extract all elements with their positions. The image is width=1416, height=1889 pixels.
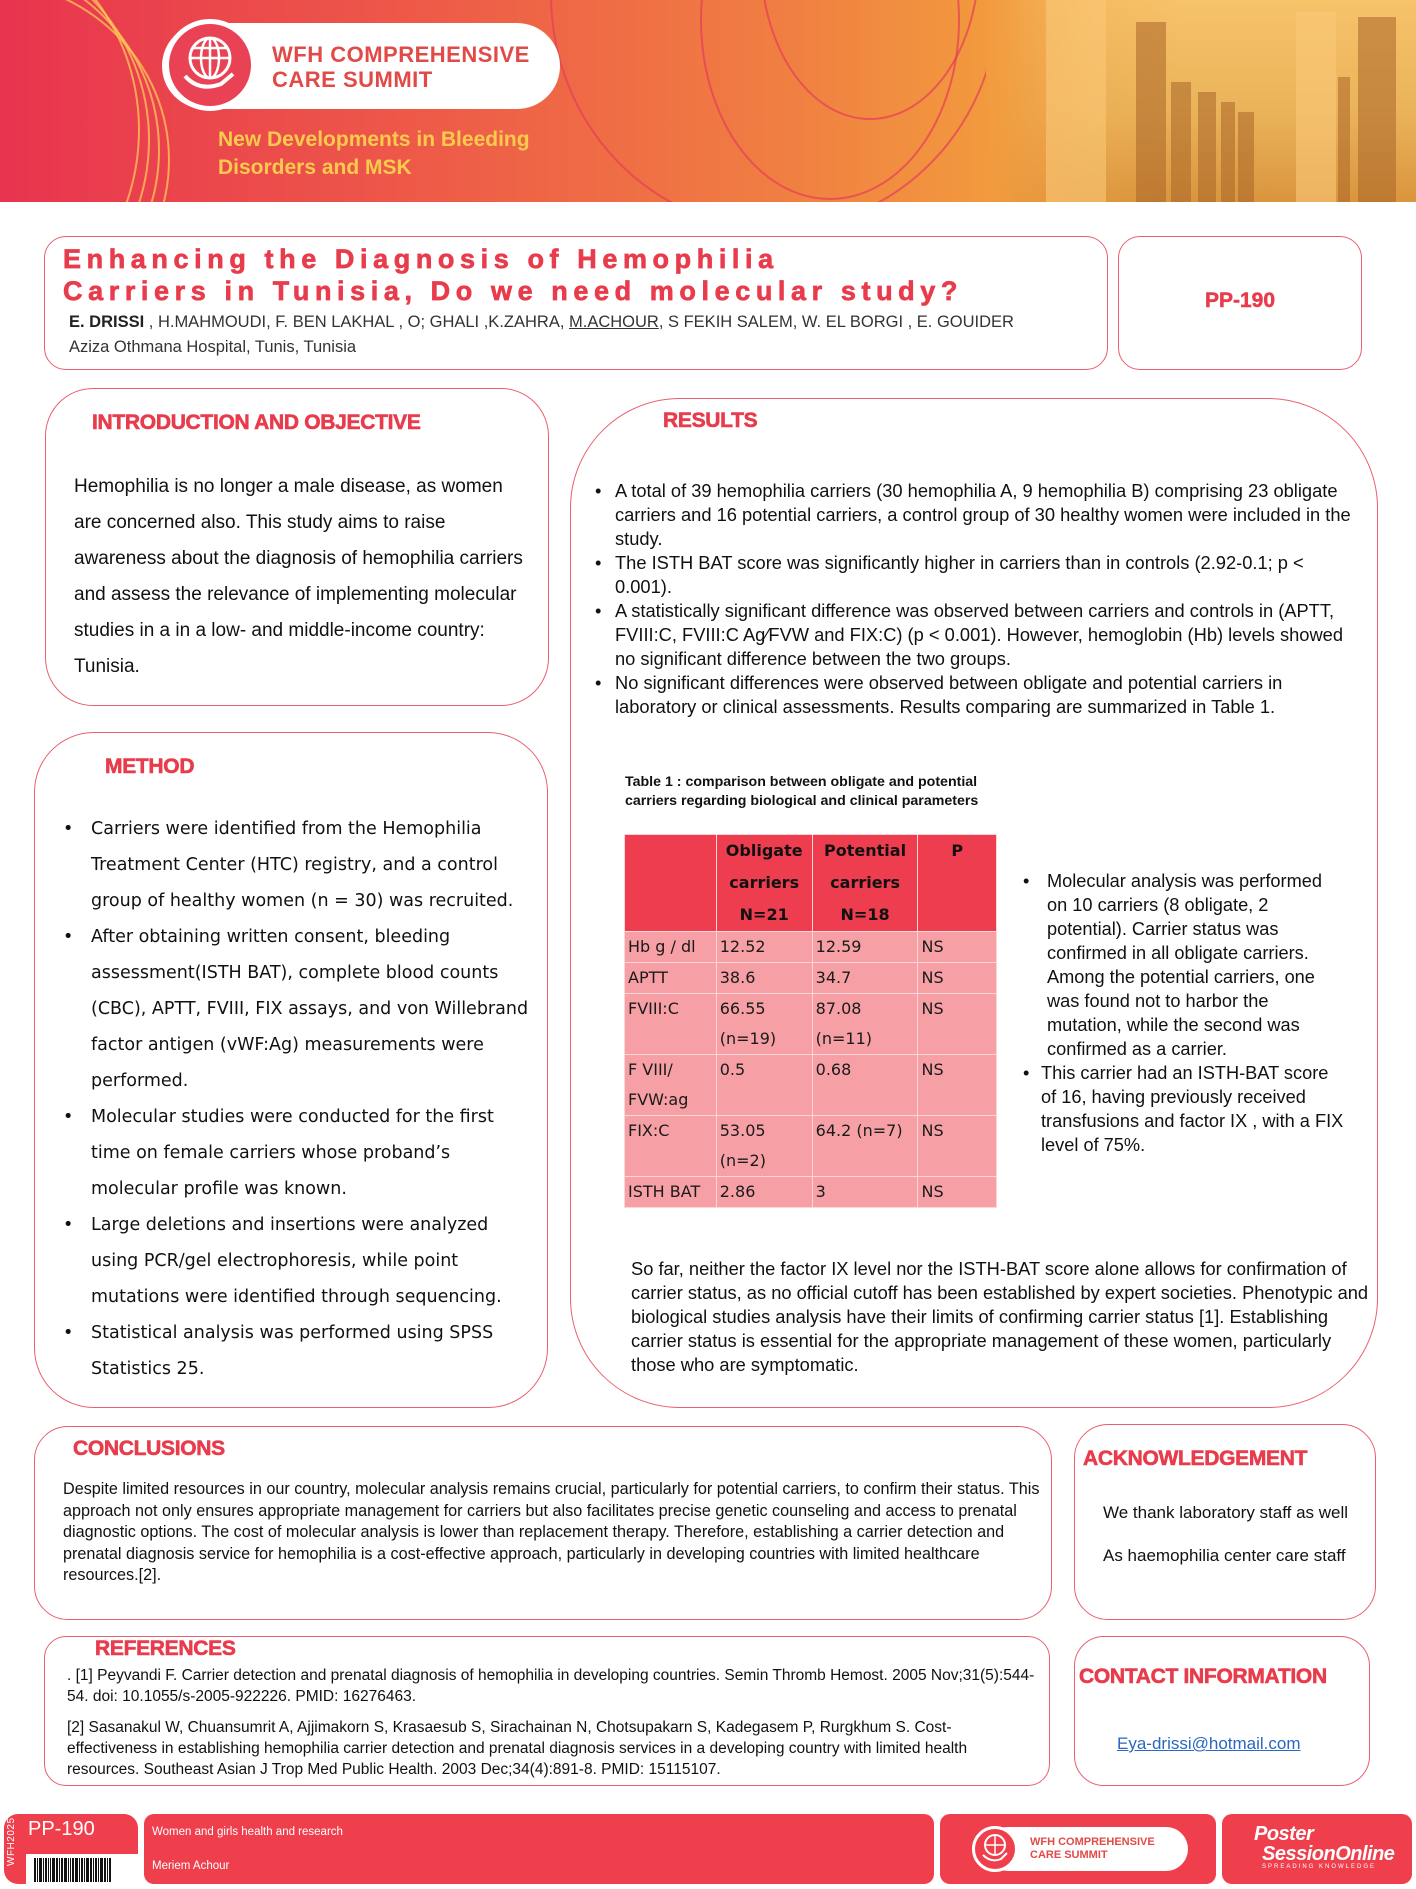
list-item: • Statistical analysis was performed using SPSS Statistics 25. [57,1315,537,1387]
barcode-icon [26,1854,138,1884]
table-cell: 2.86 [716,1177,812,1208]
table-cell: 66.55 (n=19) [716,994,812,1055]
table-cell: 53.05 (n=2) [716,1116,812,1177]
table-header: Obligate carriers N=21 [716,835,812,932]
section-heading: CONTACT INFORMATION [1079,1665,1327,1688]
list-item: • A statistically significant difference was observed between carriers and controls in (APTT, FVIII:C, FVIII:C Ag⁄FVW and FIX:C) (p < 0.001). However, hemoglobin (Hb) levels showed no significant difference between the two groups. [591,599,1361,671]
references-section [44,1636,1050,1786]
table-cell: ISTH BAT [625,1177,717,1208]
footer-topic: Women and girls health and research [152,1826,343,1838]
table-cell: NS [918,994,997,1055]
table-cell: NS [918,1177,997,1208]
footer-presenter: Meriem Achour [152,1860,230,1872]
conference-banner [0,0,1416,202]
presenting-author: M.ACHOUR [569,313,659,331]
table-header: P [918,835,997,932]
table-cell: FIX:C [625,1116,717,1177]
logo-line-2: CARE SUMMIT [272,67,433,92]
email-link[interactable]: Eya-drissi@hotmail.com [1117,1734,1301,1753]
reference-item: . [1] Peyvandi F. Carrier detection and prenatal diagnosis of hemophilia in developing countries. Semin Thromb Hemost. 2005 Nov;31(5):544-54. doi: 10.1055/s-2005-922226. PMID: 16276463. [67,1667,1035,1705]
footer-poster-id-panel [4,1814,138,1884]
list-item: • No significant differences were observed between obligate and potential carriers in laboratory or clinical assessments. Results comparing are summarized in Table 1. [591,671,1361,719]
decorative-arc [0,0,170,202]
introduction-section [45,388,549,706]
table-cell: 0.5 [716,1055,812,1116]
section-heading: INTRODUCTION AND OBJECTIVE [92,411,421,434]
table-row [625,994,997,1055]
table-header [625,835,717,932]
pso-line-1: Poster [1254,1823,1314,1845]
table-cell: 12.59 [812,932,918,963]
section-heading: METHOD [105,755,195,778]
author-list [69,313,1014,332]
footer-poster-id: PP-190 [28,1818,95,1840]
list-item: • Large deletions and insertions were analyzed using PCR/gel electrophoresis, while point mutations were identified through sequencing. [57,1207,537,1315]
subtitle-line-2: Disorders and MSK [218,156,412,179]
method-section [34,732,548,1408]
table-cell: 12.52 [716,932,812,963]
table-row [625,1177,997,1208]
table-row [625,1055,997,1116]
list-item: • Molecular studies were conducted for the first time on female carriers whose proband’s molecular profile was known. [57,1099,537,1207]
table-cell: 34.7 [812,963,918,994]
globe-hand-icon [164,19,256,111]
pso-logo-text [1254,1824,1394,1864]
section-heading: RESULTS [663,409,758,432]
footer-logo-text [1030,1836,1155,1862]
subtitle-line-1: New Developments in Bleeding [218,128,530,151]
table-cell: 64.2 (n=7) [812,1116,918,1177]
globe-hand-icon [972,1826,1018,1872]
acknowledgement-section [1074,1424,1376,1620]
table-header-row [625,835,997,932]
table-cell: NS [918,932,997,963]
footer-wfh-logo [940,1814,1216,1884]
wfh-logo-text [272,42,530,92]
table-row [625,963,997,994]
pso-line-2: SessionOnline [1262,1843,1395,1865]
poster-title [63,243,963,307]
logo-line-2: CARE SUMMIT [1030,1849,1108,1861]
list-item: • A total of 39 hemophilia carriers (30 hemophilia A, 9 hemophilia B) comprising 23 obligate carriers and 16 potential carriers, a control group of 30 healthy women were included in the study. [591,479,1361,551]
conclusions-text: Despite limited resources in our country, molecular analysis remains crucial, particularly for potential carriers, to confirm their status. This approach not only ensures appropriate management for carriers but also facilitates precise genetic counseling and access to prenatal diagnostic options. The cost of molecular analysis is lower than replacement therapy. Therefore, establishing a carrier detection and prenatal diagnosis service for hemophilia is a cost-effective approach, particularly in developing countries with limited healthcare resources.[2]. [63,1480,1040,1584]
table-cell: 87.08 (n=11) [812,994,918,1055]
affiliation: Aziza Othmana Hospital, Tunis, Tunisia [69,338,357,356]
pso-tagline: SPREADING KNOWLEDGE [1262,1864,1377,1870]
conclusions-section [34,1426,1052,1620]
results-list [591,479,1361,719]
authors-middle: , H.MAHMOUDI, F. BEN LAKHAL , O; GHALI ,K.ZAHRA, [144,313,569,331]
table-caption: Table 1 : comparison between obligate and potential carriers regarding biological and clinical parameters [625,774,979,809]
authors-end: , S FEKIH SALEM, W. EL BORGI , E. GOUIDER [658,313,1014,331]
acknowledgement-line: As haemophilia center care staff [1103,1546,1346,1565]
table-cell: F VIII/ FVW:ag [625,1055,717,1116]
results-section [570,398,1378,1408]
reference-item: [2] Sasanakul W, Chuansumrit A, Ajjimakorn S, Krasaesub S, Sirachainan N, Chotsupakarn S, Kadegasem P, Rurgkhum S. Cost-effectiveness in establishing hemophilia carrier detection and prenatal diagnosis services in a developing country with limited health resources. Southeast Asian J Trop Med Public Health. 2003 Dec;34(4):891-8. PMID: 15115107. [67,1719,968,1778]
table-cell: NS [918,1055,997,1116]
comparison-table [624,834,997,1208]
footer-info-panel [144,1814,934,1884]
discussion-text: So far, neither the factor IX level nor the ISTH-BAT score alone allows for confirmation of carrier status, as no official cutoff has been established by expert societies. Phenotypic and biological studies analysis have their limits of confirming carrier status [1]. Establishing carrier status is essential for the appropriate management of these women, particularly those who are symptomatic. [631,1258,1369,1375]
table-cell: NS [918,963,997,994]
footer-postersessiononline-logo [1222,1814,1412,1884]
table-cell: 3 [812,1177,918,1208]
title-line-2: Carriers in Tunisia, Do we need molecular study? [63,276,963,306]
poster-id: PP-190 [1204,289,1276,312]
logo-line-1: WFH COMPREHENSIVE [1030,1836,1155,1848]
poster-id-panel [1118,236,1362,370]
event-code: WFH2025 [6,1817,17,1866]
list-item: • The ISTH BAT score was significantly higher in carriers than in controls (2.92-0.1; p < 0.001). [591,551,1361,599]
table-header: Potential carriers N=18 [812,835,918,932]
table-cell: Hb g / dl [625,932,717,963]
introduction-text: Hemophilia is no longer a male disease, as women are concerned also. This study aims to raise awareness about the diagnosis of hemophilia carriers and assess the relevance of implementing molecular studies in a in a low- and middle-income country: Tunisia. [74,476,523,677]
decorative-arc [550,0,1000,202]
first-author: E. DRISSI [69,313,145,331]
section-heading: CONCLUSIONS [73,1437,225,1460]
city-skyline-image [986,0,1416,202]
table-cell: NS [918,1116,997,1177]
table-row [625,932,997,963]
list-item: • After obtaining written consent, bleeding assessment(ISTH BAT), complete blood counts (CBC), APTT, FVIII, FIX assays, and von Willebrand factor antigen (vWF:Ag) measurements were performed. [57,919,537,1099]
table-cell: FVIII:C [625,994,717,1055]
table-cell: APTT [625,963,717,994]
table-cell: 0.68 [812,1055,918,1116]
banner-subtitle [218,126,530,182]
list-item: • Carriers were identified from the Hemophilia Treatment Center (HTC) registry, and a control group of healthy women (n = 30) was recruited. [57,811,537,919]
method-list [57,811,537,1387]
section-heading: ACKNOWLEDGEMENT [1083,1447,1308,1470]
title-panel [44,236,1108,370]
list-item: • Molecular analysis was performed on 10 carriers (8 obligate, 2 potential). Carrier status was confirmed in all obligate carriers. Among the potential carriers, one was found not to harbor the mutation, while the second was confirmed as a carrier. [1021,869,1346,1061]
acknowledgement-line: We thank laboratory staff as well [1103,1503,1349,1522]
logo-line-1: WFH COMPREHENSIVE [272,42,530,67]
list-item: • This carrier had an ISTH-BAT score of 16, having previously received transfusions and factor IX , with a FIX level of 75%. [1021,1061,1346,1157]
table-row [625,1116,997,1177]
section-heading: REFERENCES [95,1637,236,1660]
molecular-findings-list [1021,869,1346,1157]
title-line-1: Enhancing the Diagnosis of Hemophilia [63,244,779,274]
contact-section [1074,1636,1370,1786]
table-cell: 38.6 [716,963,812,994]
